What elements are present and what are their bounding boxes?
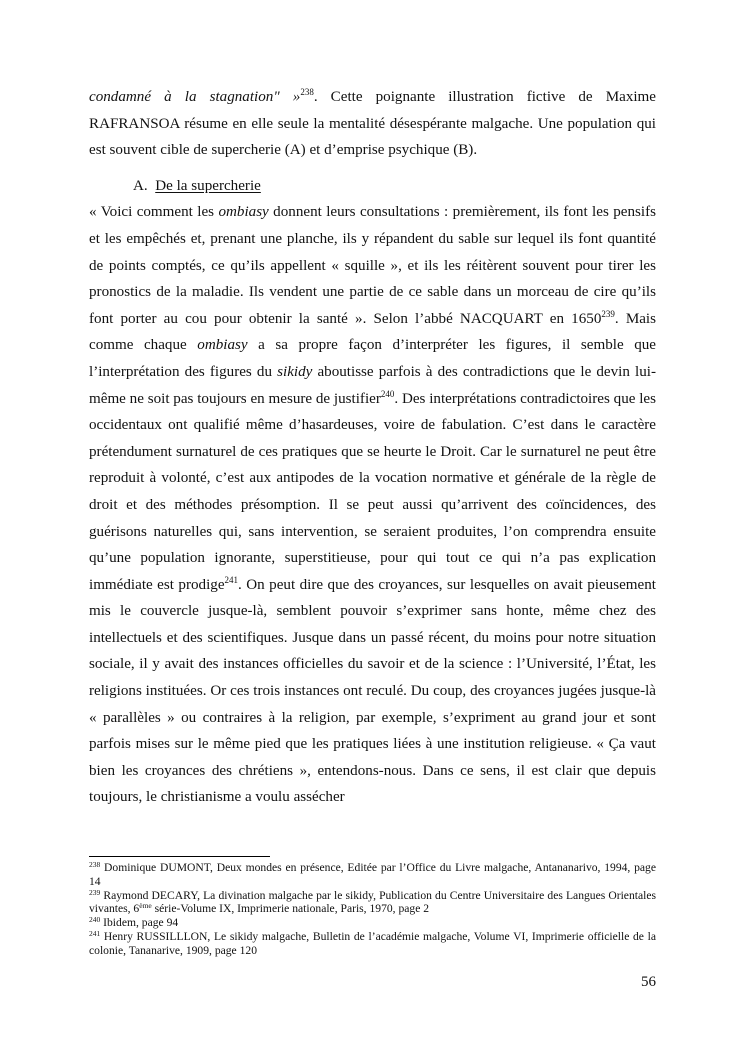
heading-marker: A.: [133, 177, 148, 194]
footnotes: [89, 861, 656, 958]
intro-text: . Cette poignante illustration fictive de Maxime RAFRANSOA résume en elle seule la mentalité désespérante malgache. Une population qui est souvent cible de supercherie (A) et d’emprise psychique (B).: [89, 89, 656, 159]
term-ombiasy: ombiasy: [218, 204, 269, 221]
footnote-text: Raymond DECARY, La divination malgache par le sikidy, Publication du Centre Universitaire des Langues Orientales vivantes, 6: [89, 888, 656, 916]
text-run: . On peut dire que des croyances, sur lesquelles on avait pieusement mis le couvercle jusque-là, semblent pouvoir s’exprimer sans honte, même chez des intellectuels et des scientifiques. Jusque dans un passé récent, du moins pour notre situation sociale, il y avait des instances officielles du savoir et de la science : l’Université, l’État, les religions instituées. Or ces trois instances ont reculé. Du coup, des croyances jugées jusque-là « parallèles » ou contraires à la religion, par exemple, s’expriment au grand jour et sont parfois mises sur le même pied que les pratiques liées à une institution religieuse. « Ça vaut bien les croyances des chrétiens », entendons-nous. Dans ce sens, il est clair que depuis toujours, le christianisme a voulu assécher: [89, 576, 656, 806]
footnote-text: série-Volume IX, Imprimerie nationale, Paris, 1970, page 2: [151, 902, 430, 916]
footnote-ref-239[interactable]: 239: [601, 308, 615, 319]
italic-quote: condamné à la stagnation" »: [89, 89, 301, 105]
text-run: donnent leurs consultations : premièrement, ils font les pensifs et les empêchés et, prenant une planche, ils y répandent du sable sur lequel ils font quantité de points comptés, ce qu’ils appellent « squille », et ils les réitèrent souvent pour tirer les pronostics de la maladie. Ils vendent une partie de ce sable dans un morceau de cire qu’ils font porter au cou pour obtenir la santé ». Selon l’abbé NACQUART en 1650: [89, 204, 656, 327]
footnote-text: Dominique DUMONT, Deux mondes en présence, Editée par l’Office du Livre malgache, Antananarivo, 1994, page 14: [89, 861, 656, 888]
page-number: 56: [641, 974, 656, 990]
footnote-239: [89, 889, 656, 917]
footnote-241: [89, 930, 656, 958]
section-heading: [89, 173, 656, 200]
footnote-text: Ibidem, page 94: [100, 916, 179, 930]
footnote-ref-240[interactable]: 240: [380, 388, 395, 399]
main-text: [89, 84, 656, 811]
footnote-text: Henry RUSSILLLON, Le sikidy malgache, Bulletin de l’académie malgache, Volume VI, Imprimerie officielle de la colonie, Tananarive, 1909, page 120: [89, 929, 656, 957]
text-run: . Des interprétations contradictoires que les occidentaux ont qualifié même d’hasardeuses, voire de fabulation. C’est dans le caractère prétendument surnaturel de ces pratiques que se heurte le Droit. Car le surnaturel ne peut être reproduit à volonté, c’est aux antipodes de la vocation normative et générale de la règle de droit et des méthodes présomption. Il se peut aussi qu’arrivent des coïncidences, des guérisons naturelles qui, sans intervention, se seraient produites, l’on comprendra ensuite qu’une population ignorante, superstitieuse, pour qui tout ce qui n’a pas explication immédiate est prodige: [89, 390, 656, 593]
footnote-ref-241[interactable]: 241: [224, 574, 239, 585]
ordinal-suffix: ème: [139, 901, 152, 911]
footnote-238: [89, 861, 656, 889]
text-run: « Voici comment les: [89, 204, 219, 221]
text-run: a sa propre façon d’interpréter les figures, il semble que l’interprétation des figures du: [89, 337, 657, 380]
footnote-ref-238[interactable]: 238: [300, 87, 314, 97]
text-run: . Mais comme chaque: [89, 310, 656, 354]
term-sikidy: sikidy: [277, 363, 313, 380]
paragraph-intro: [89, 84, 656, 164]
footnote-number: 238: [89, 860, 101, 869]
footnote-separator: [89, 856, 270, 857]
footnote-number: 240: [89, 915, 101, 925]
heading-title: De la supercherie: [155, 177, 261, 194]
term-ombiasy: ombiasy: [197, 337, 248, 354]
footnote-number: 239: [89, 887, 101, 897]
text-run: aboutisse parfois à des contradictions que le devin lui-même ne soit pas toujours en mesure de justifier: [89, 363, 656, 407]
footnote-number: 241: [89, 928, 101, 938]
paragraph-main: [89, 199, 656, 811]
footnote-240: [89, 916, 656, 930]
